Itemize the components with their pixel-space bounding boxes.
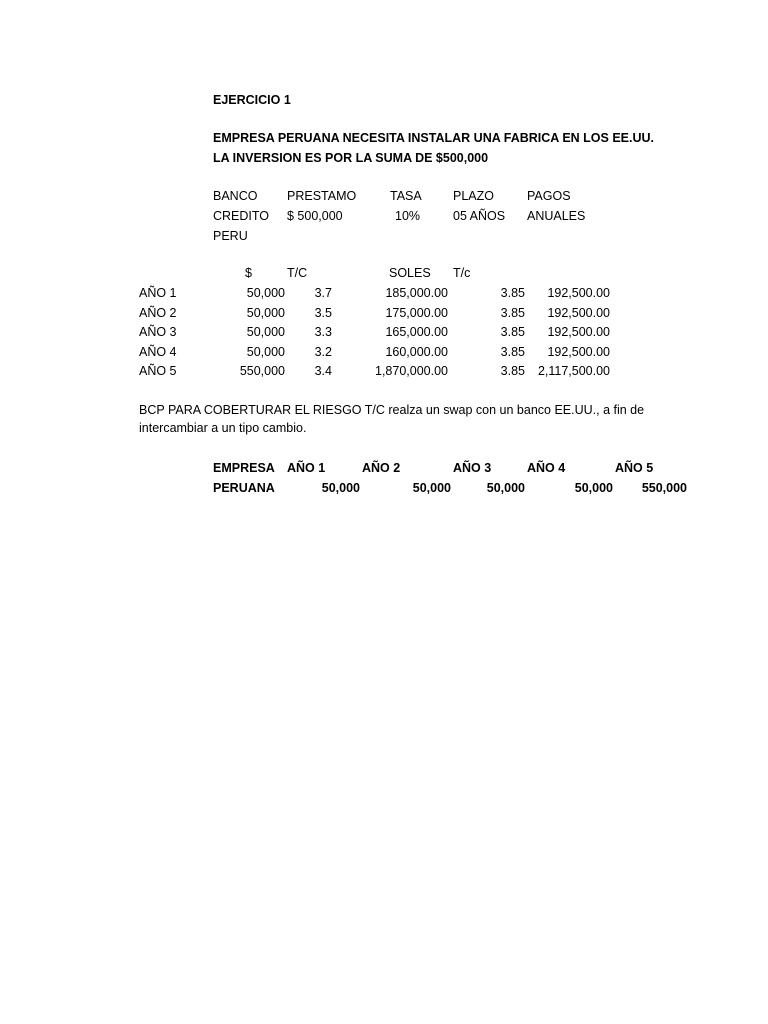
intro-line-1: EMPRESA PERUANA NECESITA INSTALAR UNA FABRICA EN LOS EE.UU. [213,131,654,145]
schedule-tc2: 3.85 [500,305,525,320]
schedule-soles: 160,000.00 [385,344,448,359]
schedule-soles: 165,000.00 [385,325,448,339]
schedule-soles: 175,000.00 [385,305,448,320]
schedule-soles: 185,000.00 [385,286,448,300]
loan-payments: ANUALES [527,209,586,223]
swap-header-year-2: AÑO 2 [362,461,401,475]
loan-bank-line-2: PERU [213,229,248,243]
schedule-usd: 550,000 [239,364,285,378]
schedule-payment: 192,500.00 [547,305,610,320]
schedule-header-tc: T/C [287,266,308,280]
exercise-title: EJERCICIO 1 [213,93,291,107]
swap-value-year-3: 50,000 [486,481,525,495]
swap-header-year-4: AÑO 4 [527,461,566,475]
schedule-header-soles: SOLES [389,266,431,280]
loan-header-payments: PAGOS [527,189,571,203]
loan-rate: 10% [395,209,421,223]
schedule-tc2: 3.85 [500,364,525,378]
schedule-tc2: 3.85 [500,325,525,339]
loan-header-rate: TASA [390,189,422,203]
swap-value-year-2: 50,000 [412,481,451,495]
schedule-payment: 2,117,500.00 [537,364,610,378]
schedule-soles: 1,870,000.00 [375,364,448,378]
schedule-tc: 3.7 [314,286,332,300]
loan-bank-line-1: CREDITO [213,209,270,223]
schedule-tc2: 3.85 [500,344,525,359]
swap-header-year-3: AÑO 3 [453,461,492,475]
schedule-year: AÑO 4 [139,344,177,359]
schedule-usd: 50,000 [246,286,285,300]
swap-value-year-5: 550,000 [641,481,687,495]
schedule-usd: 50,000 [246,344,285,359]
swap-company-name: PERUANA [213,481,275,495]
swap-note: BCP PARA COBERTURAR EL RIESGO T/C realza un swap con un banco EE.UU., a fin de intercambiar a un tipo cambio. [139,403,645,435]
intro-line-2: LA INVERSION ES POR LA SUMA DE $500,000 [213,151,489,165]
loan-header-term: PLAZO [453,189,494,203]
schedule-header-tc2: T/c [453,266,471,280]
schedule-year: AÑO 2 [139,305,177,320]
schedule-year: AÑO 3 [139,325,177,339]
loan-amount: $ 500,000 [287,209,343,223]
schedule-tc: 3.2 [314,344,332,359]
schedule-tc: 3.4 [314,364,332,378]
schedule-payment: 192,500.00 [547,325,610,339]
loan-term: 05 AÑOS [453,209,506,223]
schedule-tc: 3.5 [314,305,332,320]
schedule-tc2: 3.85 [500,286,525,300]
schedule-tc: 3.3 [314,325,332,339]
schedule-year: AÑO 5 [139,364,177,378]
schedule-payment: 192,500.00 [547,286,610,300]
swap-value-year-1: 50,000 [321,481,360,495]
loan-header-bank: BANCO [213,189,258,203]
swap-header-year-5: AÑO 5 [615,461,654,475]
schedule-header-usd: $ [245,266,252,280]
schedule-payment: 192,500.00 [547,344,610,359]
schedule-year: AÑO 1 [139,286,177,300]
swap-header-company: EMPRESA [213,461,275,475]
loan-header-loan: PRESTAMO [287,189,357,203]
schedule-usd: 50,000 [246,305,285,320]
schedule-usd: 50,000 [246,325,285,339]
swap-value-year-4: 50,000 [574,481,613,495]
swap-header-year-1: AÑO 1 [287,461,326,475]
